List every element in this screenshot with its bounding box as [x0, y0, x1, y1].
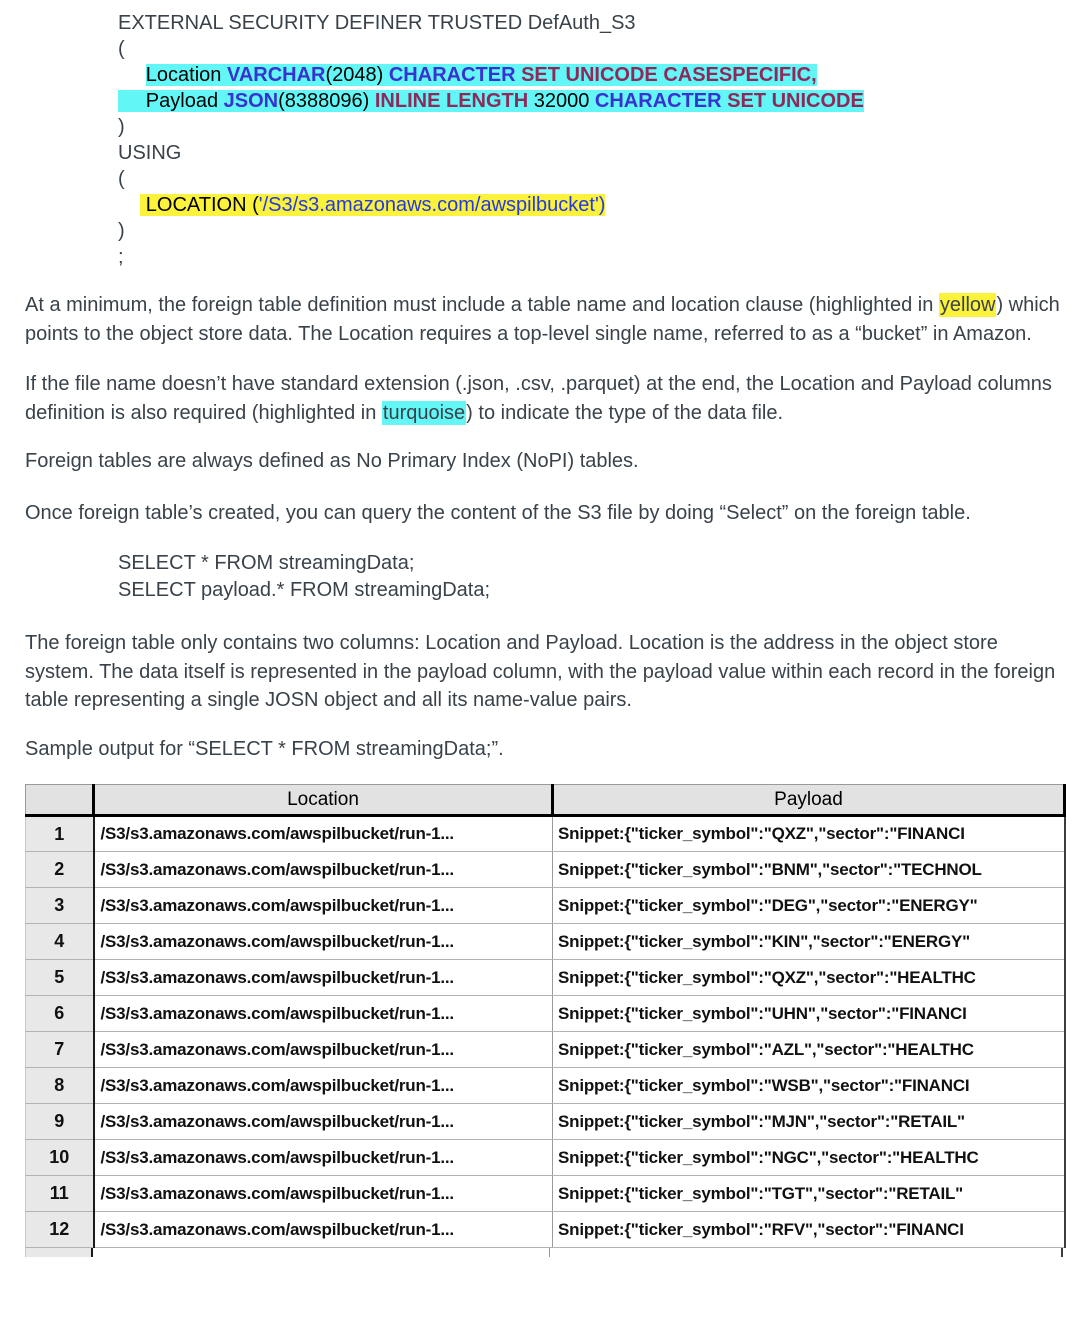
code-highlighted-segment: Payload: [145, 90, 224, 112]
table-row: [26, 888, 1065, 924]
payload-cell: Snippet:{"ticker_symbol":"TGT","sector":"RETAIL": [553, 1176, 1065, 1212]
header-cell-row-number: [26, 785, 94, 816]
code-line: [118, 10, 1086, 36]
code-segment: EXTERNAL SECURITY DEFINER TRUSTED DefAuth_S3: [118, 12, 636, 34]
code-line: [118, 114, 1086, 140]
location-cell: /S3/s3.amazonaws.com/awspilbucket/run-1...: [94, 1140, 553, 1176]
code-highlighted-segment: (8388096): [278, 90, 375, 112]
table-row: [26, 816, 1065, 852]
query-result-table: [25, 784, 1066, 1248]
location-cell: /S3/s3.amazonaws.com/awspilbucket/run-1...: [94, 960, 553, 996]
code-line: [118, 192, 1086, 218]
code-highlighted-segment: '/S3/s3.amazonaws.com/awspilbucket': [258, 194, 599, 216]
location-cell: /S3/s3.amazonaws.com/awspilbucket/run-1...: [94, 1212, 553, 1248]
location-cell: /S3/s3.amazonaws.com/awspilbucket/run-1...: [94, 852, 553, 888]
code-line: [118, 166, 1086, 192]
payload-cell: Snippet:{"ticker_symbol":"UHN","sector":"FINANCI: [553, 996, 1065, 1032]
code-line: [118, 140, 1086, 166]
select-statement-2: SELECT payload.* FROM streamingData;: [118, 579, 491, 601]
table-row: [26, 1140, 1065, 1176]
location-cell: /S3/s3.amazonaws.com/awspilbucket/run-1...: [94, 816, 553, 852]
payload-cell: Snippet:{"ticker_symbol":"AZL","sector":"HEALTHC: [553, 1032, 1065, 1068]
header-cell-payload: Payload: [553, 785, 1065, 816]
row-number-cell: 5: [26, 960, 94, 996]
paragraph-segment: Once foreign table’s created, you can query the content of the S3 file by doing “Select” on the foreign table.: [25, 501, 971, 524]
code-highlighted-segment: ): [598, 194, 606, 216]
code-highlighted-segment: SET UNICODE: [727, 90, 864, 112]
code-segment: (: [118, 38, 125, 60]
paragraph-nopi: [25, 447, 1065, 476]
cutoff-payload-cell: [550, 1248, 1063, 1257]
table-row: [26, 852, 1065, 888]
row-number-cell: 2: [26, 852, 94, 888]
sql-ddl-code-block: [118, 10, 1086, 270]
code-segment: ;: [118, 246, 124, 268]
code-highlighted-segment: SET UNICODE CASESPECIFIC,: [521, 64, 817, 86]
code-highlighted-segment: VARCHAR: [226, 64, 326, 86]
table-row: [26, 1068, 1065, 1104]
row-number-cell: 12: [26, 1212, 94, 1248]
payload-cell: Snippet:{"ticker_symbol":"BNM","sector":"TECHNOL: [553, 852, 1065, 888]
table-row: [26, 996, 1065, 1032]
paragraph-segment: Foreign tables are always defined as No Primary Index (NoPI) tables.: [25, 450, 639, 472]
table-row: [26, 924, 1065, 960]
table-row: [26, 960, 1065, 996]
location-cell: /S3/s3.amazonaws.com/awspilbucket/run-1...: [94, 1068, 553, 1104]
paragraph-file-extension: [25, 370, 1065, 427]
payload-cell: Snippet:{"ticker_symbol":"KIN","sector":"ENERGY": [553, 924, 1065, 960]
code-segment: ): [118, 116, 125, 138]
location-cell: /S3/s3.amazonaws.com/awspilbucket/run-1...: [94, 1176, 553, 1212]
paragraph-segment: At a minimum, the foreign table definition must include a table name and location clause (highlighted in: [25, 294, 939, 316]
paragraph-highlighted-segment: turquoise: [382, 401, 466, 424]
cutoff-row-number-cell: [25, 1248, 93, 1257]
paragraph-location-clause: [25, 291, 1065, 348]
location-cell: /S3/s3.amazonaws.com/awspilbucket/run-1...: [94, 1104, 553, 1140]
paragraph-two-columns: [25, 629, 1065, 715]
paragraph-sample-output: [25, 735, 1065, 764]
code-highlighted-segment: 32000: [533, 90, 595, 112]
row-number-cell: 11: [26, 1176, 94, 1212]
paragraph-segment: The foreign table only contains two columns: Location and Payload. Location is the address in the object store system. The data itself is represented in the payload column, with the payload value within each record in the foreign table representing a single JOSN object and all its name-value pairs.: [25, 632, 1056, 711]
table-header-row: [26, 785, 1065, 816]
sql-select-code-block: [118, 550, 1086, 604]
code-highlighted-segment: CHARACTER: [388, 64, 522, 86]
payload-cell: Snippet:{"ticker_symbol":"QXZ","sector":"HEALTHC: [553, 960, 1065, 996]
code-segment: [118, 194, 140, 216]
location-cell: /S3/s3.amazonaws.com/awspilbucket/run-1...: [94, 924, 553, 960]
row-number-cell: 3: [26, 888, 94, 924]
paragraph-segment: Sample output for “SELECT * FROM streamingData;”.: [25, 737, 504, 760]
payload-cell: Snippet:{"ticker_symbol":"DEG","sector":"ENERGY": [553, 888, 1065, 924]
payload-cell: Snippet:{"ticker_symbol":"QXZ","sector":"FINANCI: [553, 816, 1065, 852]
row-number-cell: 6: [26, 996, 94, 1032]
code-segment: [118, 64, 146, 86]
code-highlighted-segment: CHARACTER: [594, 90, 728, 112]
code-line: [118, 218, 1086, 244]
code-line: [118, 244, 1086, 270]
paragraph-segment: ) which points to the object store data. The Location requires a top-level single name, referred to as a “bucket” in Amazon.: [25, 294, 1060, 345]
payload-cell: Snippet:{"ticker_symbol":"NGC","sector":"HEALTHC: [553, 1140, 1065, 1176]
cutoff-partial-row: [25, 1248, 1063, 1257]
code-segment: ): [118, 220, 125, 242]
payload-cell: Snippet:{"ticker_symbol":"MJN","sector":"RETAIL": [553, 1104, 1065, 1140]
cutoff-location-cell: [93, 1248, 550, 1257]
header-cell-location: Location: [94, 785, 553, 816]
row-number-cell: 4: [26, 924, 94, 960]
table-row: [26, 1104, 1065, 1140]
paragraph-query-foreign-table: [25, 499, 1065, 528]
paragraph-highlighted-segment: yellow: [939, 294, 996, 316]
row-number-cell: 9: [26, 1104, 94, 1140]
code-highlighted-segment: Location: [145, 64, 227, 86]
table-row: [26, 1032, 1065, 1068]
location-cell: /S3/s3.amazonaws.com/awspilbucket/run-1...: [94, 996, 553, 1032]
table-row: [26, 1212, 1065, 1248]
row-number-cell: 1: [26, 816, 94, 852]
paragraph-segment: If the file name doesn’t have standard extension (.json, .csv, .parquet) at the end, the Location and Payload columns definition is also required (highlighted in: [25, 373, 1052, 424]
code-highlighted-segment: INLINE LENGTH: [374, 90, 534, 112]
code-highlighted-segment: [118, 90, 146, 112]
code-highlighted-segment: LOCATION (: [140, 194, 259, 216]
code-line: [118, 36, 1086, 62]
row-number-cell: 10: [26, 1140, 94, 1176]
code-highlighted-segment: JSON: [223, 90, 279, 112]
paragraph-segment: ) to indicate the type of the data file.: [466, 401, 784, 424]
payload-cell: Snippet:{"ticker_symbol":"WSB","sector":"FINANCI: [553, 1068, 1065, 1104]
code-highlighted-segment: (2048): [325, 64, 389, 86]
row-number-cell: 8: [26, 1068, 94, 1104]
code-segment: (: [118, 168, 125, 190]
code-line: [118, 62, 1086, 88]
location-cell: /S3/s3.amazonaws.com/awspilbucket/run-1...: [94, 1032, 553, 1068]
select-statement-1: SELECT * FROM streamingData;: [118, 552, 415, 574]
row-number-cell: 7: [26, 1032, 94, 1068]
code-segment: USING: [118, 142, 182, 164]
payload-cell: Snippet:{"ticker_symbol":"RFV","sector":"FINANCI: [553, 1212, 1065, 1248]
table-row: [26, 1176, 1065, 1212]
location-cell: /S3/s3.amazonaws.com/awspilbucket/run-1...: [94, 888, 553, 924]
code-line: [118, 88, 1086, 114]
